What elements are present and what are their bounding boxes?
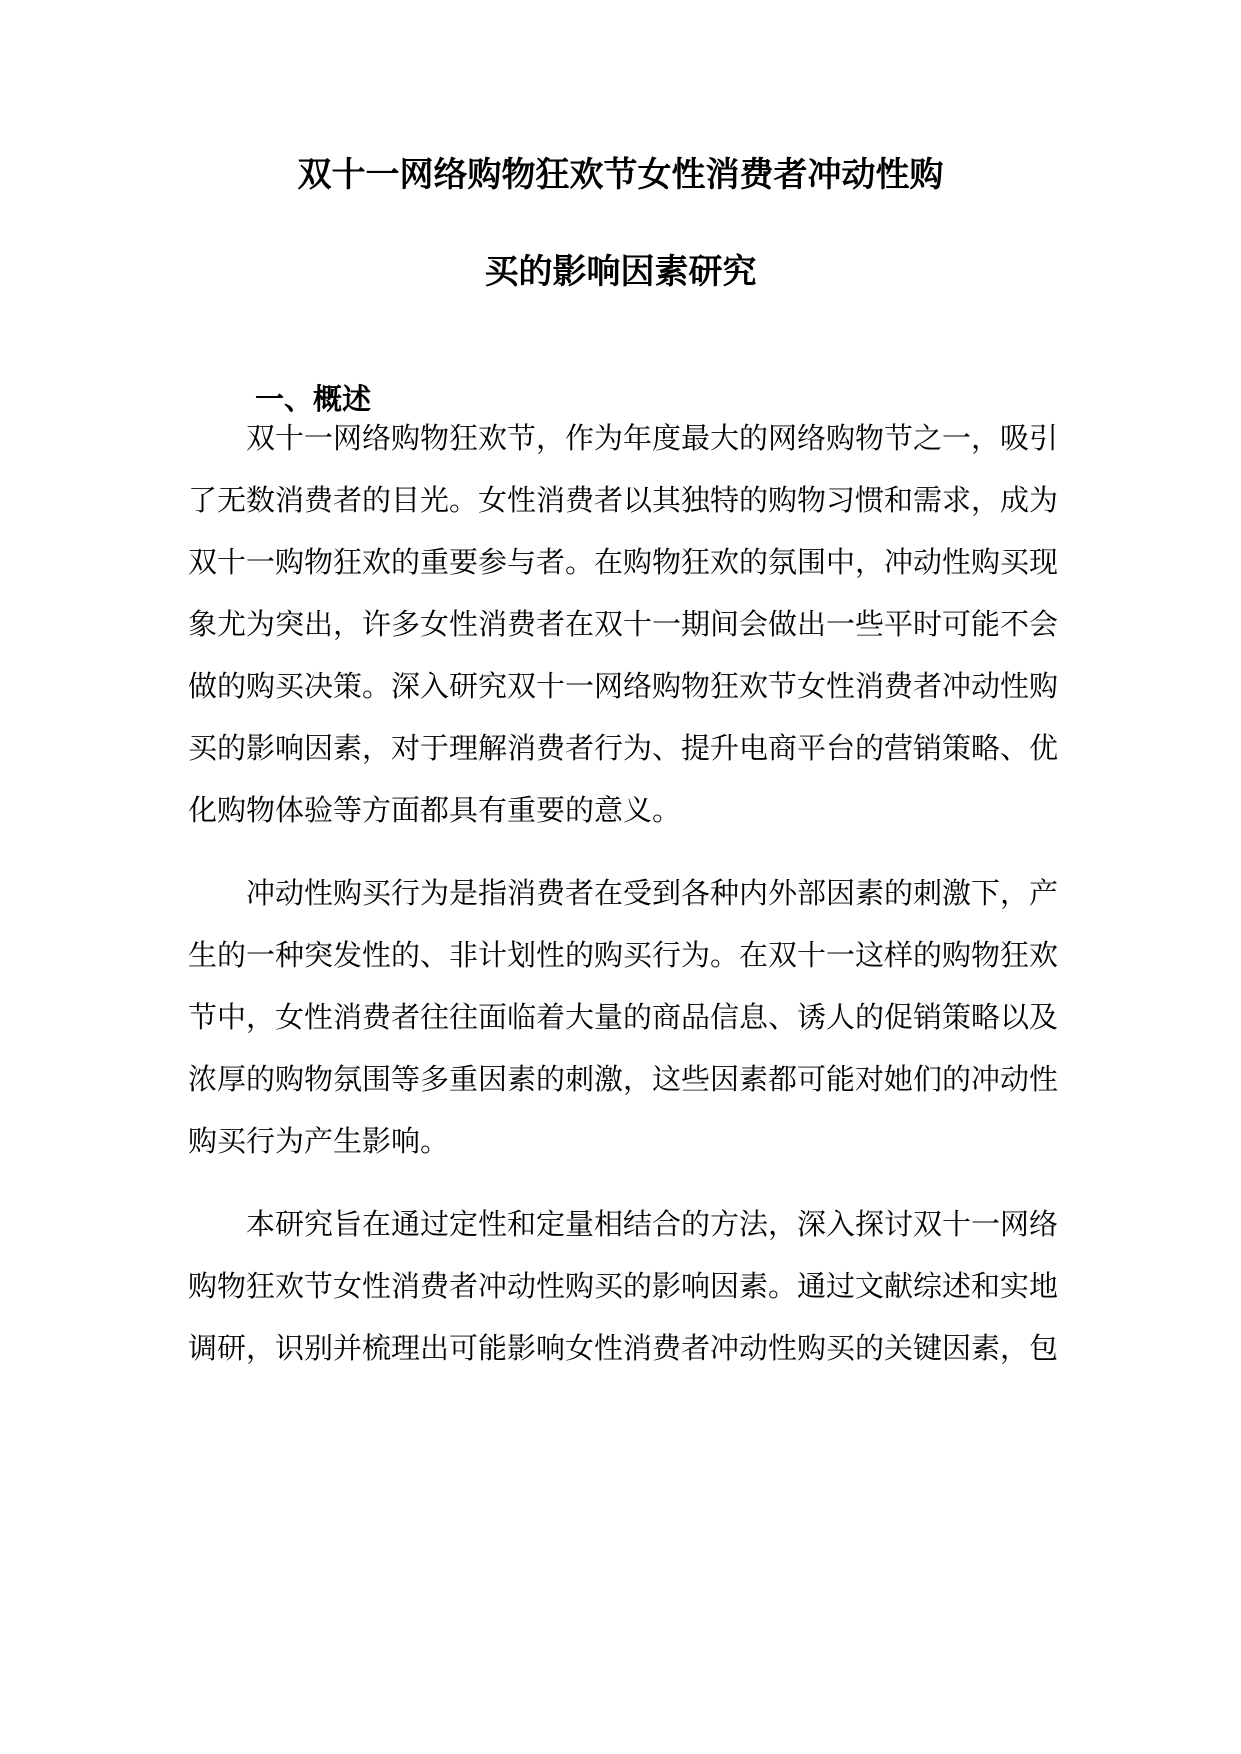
section-heading: 一、概述 (255, 382, 372, 416)
paragraph-line: 双十一网络购物狂欢节，作为年度最大的网络购物节之一，吸引 (246, 421, 1059, 455)
paragraph-line: 象尤为突出，许多女性消费者在双十一期间会做出一些平时可能不会 (188, 607, 1059, 641)
paragraph-line: 浓厚的购物氛围等多重因素的刺激，这些因素都可能对她们的冲动性 (188, 1062, 1059, 1096)
paragraph-line: 调研，识别并梳理出可能影响女性消费者冲动性购买的关键因素，包 (188, 1331, 1059, 1365)
paragraph-line: 化购物体验等方面都具有重要的意义。 (188, 793, 682, 827)
paragraph-line: 购物狂欢节女性消费者冲动性购买的影响因素。通过文献综述和实地 (188, 1269, 1059, 1303)
paragraph-line: 买的影响因素，对于理解消费者行为、提升电商平台的营销策略、优 (188, 731, 1059, 765)
paragraph-line: 双十一购物狂欢的重要参与者。在购物狂欢的氛围中，冲动性购买现 (188, 545, 1059, 579)
paragraph-line: 做的购买决策。深入研究双十一网络购物狂欢节女性消费者冲动性购 (188, 669, 1059, 703)
paragraph-line: 了无数消费者的目光。女性消费者以其独特的购物习惯和需求，成为 (188, 483, 1059, 517)
paragraph-line: 本研究旨在通过定性和定量相结合的方法，深入探讨双十一网络 (246, 1207, 1059, 1241)
document-title-line-2: 买的影响因素研究 (484, 252, 757, 292)
paragraph-line: 购买行为产生影响。 (188, 1124, 450, 1158)
paragraph-line: 生的一种突发性的、非计划性的购买行为。在双十一这样的购物狂欢 (188, 938, 1059, 972)
paragraph-line: 节中，女性消费者往往面临着大量的商品信息、诱人的促销策略以及 (188, 1000, 1059, 1034)
paragraph-line: 冲动性购买行为是指消费者在受到各种内外部因素的刺激下，产 (246, 876, 1059, 910)
document-title-line-1: 双十一网络购物狂欢节女性消费者冲动性购 (297, 155, 944, 195)
